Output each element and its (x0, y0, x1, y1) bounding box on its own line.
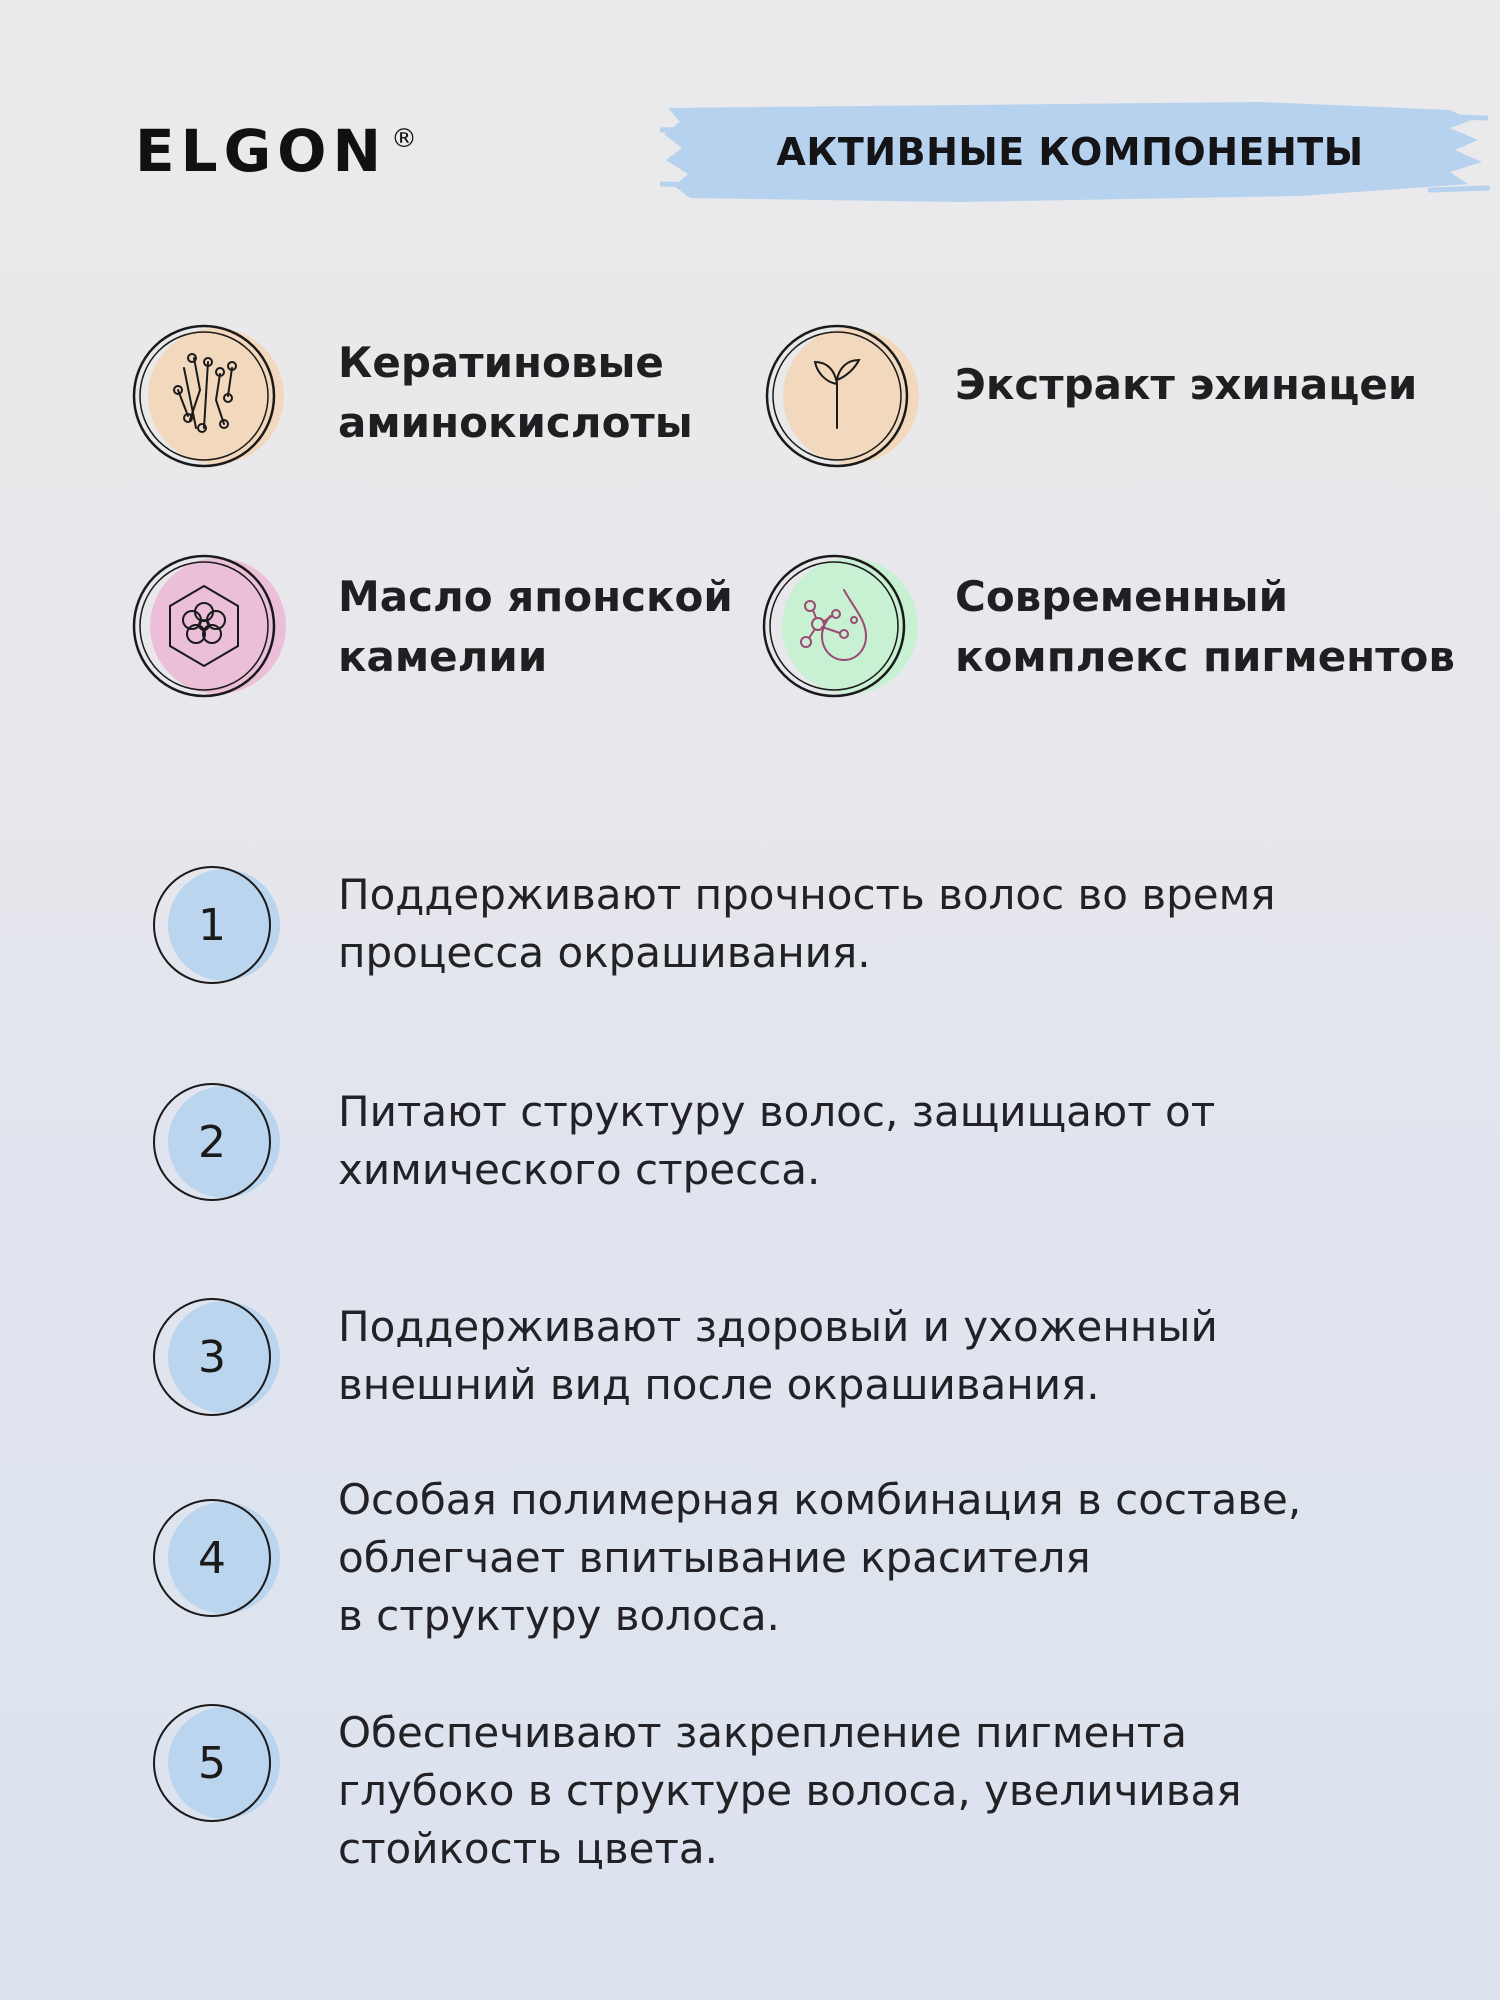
component-label: Экстракт эхинацеи (955, 360, 1418, 409)
pigment-drop-icon (762, 550, 932, 700)
trademark-mark: ® (391, 124, 424, 154)
number-circle (150, 1077, 290, 1207)
keratin-molecules-icon (132, 320, 302, 470)
camellia-flower-icon (132, 550, 302, 700)
benefit-text: Поддерживают здоровый и ухоженный внешний вид после окрашивания. (338, 1302, 1218, 1409)
number-label: 5 (198, 1738, 226, 1789)
number-circle (150, 1292, 290, 1422)
brand-name: ELGON (135, 117, 388, 185)
number-label: 4 (198, 1533, 226, 1584)
number-label: 3 (198, 1332, 226, 1383)
sprout-icon (765, 320, 935, 470)
brand-logo (135, 117, 424, 185)
component-label: Кератиновые аминокислоты (338, 338, 693, 447)
number-label: 1 (198, 900, 226, 951)
header-banner (660, 98, 1490, 206)
component-label: Масло японской камелии (338, 572, 733, 681)
number-circle (150, 1698, 290, 1828)
benefit-text: Особая полимерная комбинация в составе, облегчает впитывание красителя в структуру волоса. (338, 1475, 1302, 1640)
component-label: Современный комплекс пигментов (955, 572, 1455, 681)
number-label: 2 (198, 1117, 226, 1168)
benefit-text: Питают структуру волос, защищают от химического стресса. (338, 1087, 1216, 1194)
benefit-text: Поддерживают прочность волос во время процесса окрашивания. (338, 870, 1276, 977)
number-circle (150, 860, 290, 990)
benefit-text: Обеспечивают закрепление пигмента глубоко в структуре волоса, увеличивая стойкость цвета. (338, 1708, 1242, 1873)
header-title: АКТИВНЫЕ КОМПОНЕНТЫ (776, 130, 1364, 174)
number-circle (150, 1493, 290, 1623)
